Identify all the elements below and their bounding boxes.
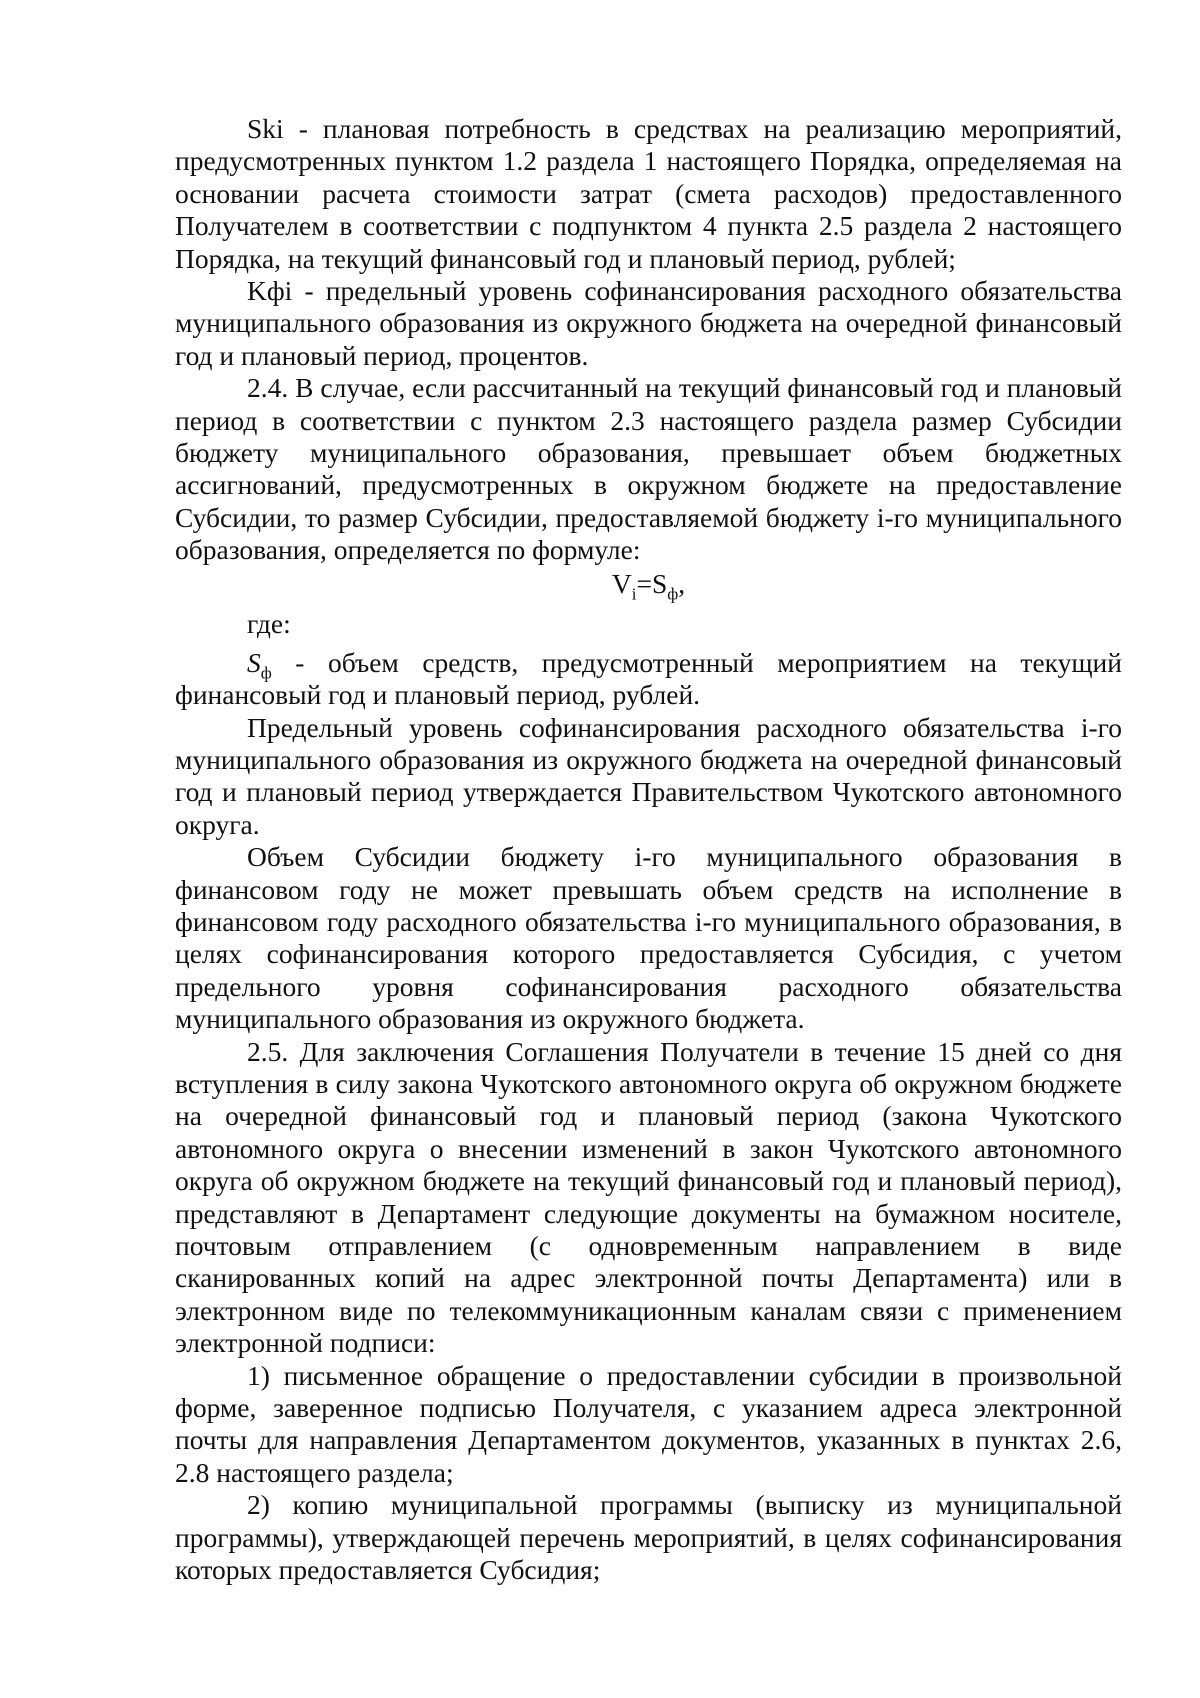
paragraph-item-1: 1) письменное обращение о предоставлении субсидии в произвольной форме, заверенное подписью Получателя, с указанием адреса электронной почты для направления Департаментом документов, указанных в пунктах 2.6, 2.8 настоящего раздела; <box>175 1359 1122 1488</box>
paragraph-limit: Предельный уровень софинансирования расходного обязательства i-го муниципального образования из окружного бюджета на очередной финансовый год и плановый период утверждается Правительством Чукотского автономного округа. <box>175 711 1122 840</box>
formula <box>175 567 1122 604</box>
formula-v: V <box>611 567 632 599</box>
sf-text: - объем средств, предусмотренный мероприятием на текущий финансовый год и плановый период, рублей. <box>175 646 1122 711</box>
paragraph-2-5: 2.5. Для заключения Соглашения Получатели в течение 15 дней со дня вступления в силу закона Чукотского автономного округа об окружном бюджете на очередной финансовый год и плановый период (закона Чукотского автономного округа о внесении изменений в закон Чукотского автономного округа об окружном бюджете на текущий финансовый год и плановый период), представляют в Департамент следующие документы на бумажном носителе, почтовым отправлением (с одновременным направлением в виде сканированных копий на адрес электронной почты Департамента) или в электронном виде по телекоммуникационным каналам связи с применением электронной подписи: <box>175 1035 1122 1359</box>
paragraph-volume: Объем Субсидии бюджету i-го муниципального образования в финансовом году не может превышать объем средств на исполнение в финансовом году расходного обязательства i-го муниципального образования, в целях софинансирования которого предоставляется Субсидия, с учетом предельного уровня софинансирования расходного обязательства муниципального образования из окружного бюджета. <box>175 841 1122 1035</box>
where-label: где: <box>247 607 291 639</box>
paragraph-sf <box>175 647 1122 712</box>
paragraph-kfi: Kфi - предельный уровень софинансирования расходного обязательства муниципального образования из окружного бюджета на очередной финансовый год и плановый период, процентов. <box>175 275 1122 371</box>
paragraph-ski: Ski - плановая потребность в средствах на реализацию мероприятий, предусмотренных пунктом 1.2 раздела 1 настоящего Порядка, определяемая на основании расчета стоимости затрат (смета расходов) предоставленного Получателем в соответствии с подпунктом 4 пункта 2.5 раздела 2 настоящего Порядка, на текущий финансовый год и плановый период, рублей; <box>175 113 1122 274</box>
sf-symbol-letter: S <box>247 646 261 678</box>
sf-symbol-sub: ф <box>260 663 272 683</box>
formula-v-sub: i <box>631 584 637 604</box>
formula-s-sub: ф <box>667 584 679 604</box>
formula-tail: , <box>678 567 686 599</box>
sf-symbol <box>247 646 272 683</box>
paragraph-item-2: 2) копию муниципальной программы (выписку из муниципальной программы), утверждающей перечень мероприятий, в целях софинансирования которых предоставляется Субсидия; <box>175 1489 1122 1586</box>
formula-eq: =S <box>636 567 668 599</box>
document-page <box>175 113 1122 1586</box>
paragraph-2-4: 2.4. В случае, если рассчитанный на текущий финансовый год и плановый период в соответствии с пунктом 2.3 настоящего раздела размер Субсидии бюджету муниципального образования, превышает объем бюджетных ассигнований, предусмотренных в окружном бюджете на предоставление Субсидии, то размер Субсидии, предоставляемой бюджету i-го муниципального образования, определяется по формуле: <box>175 372 1122 566</box>
